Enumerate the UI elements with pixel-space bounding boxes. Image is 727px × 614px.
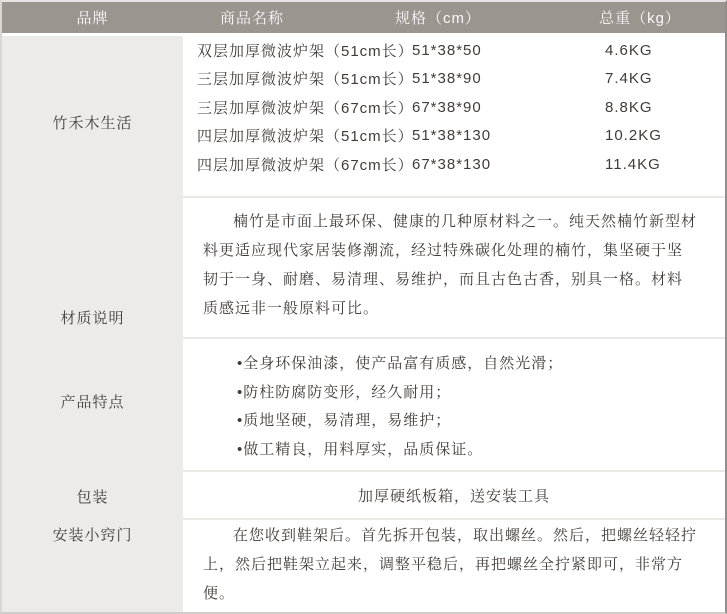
- feature-item: •防柱防腐防变形，经久耐用；: [237, 383, 452, 401]
- product-row: [197, 65, 725, 94]
- features-section-label: 产品特点: [60, 394, 125, 411]
- details-column: [183, 36, 725, 612]
- product-spec: 67*38*130: [412, 155, 492, 173]
- product-name: 四层加厚微波炉架（51cm长）: [197, 128, 414, 146]
- product-weight: 10.2KG: [605, 127, 662, 145]
- material-section-label: 材质说明: [60, 310, 125, 327]
- product-list-section: [183, 36, 725, 196]
- product-name: 三层加厚微波炉架（67cm长）: [197, 99, 414, 117]
- product-weight: 4.6KG: [605, 41, 653, 59]
- feature-item: •做工精良，用料厚实，品质保证。: [237, 440, 484, 458]
- feature-item: •全身环保油漆，使产品富有质感，自然光滑；: [237, 355, 564, 372]
- table-header-row: [2, 2, 725, 33]
- header-spec: 规格（cm）: [395, 10, 481, 27]
- product-row: [197, 93, 725, 122]
- product-row: [197, 122, 725, 151]
- product-weight: 7.4KG: [605, 70, 653, 88]
- packaging-section-label: 包装: [76, 489, 109, 506]
- header-product-name: 商品名称: [219, 10, 284, 27]
- packaging-section: [183, 470, 725, 518]
- install-section-label: 安装小窍门: [52, 527, 133, 544]
- header-brand: 品牌: [76, 10, 109, 27]
- material-section: [183, 196, 725, 337]
- product-spec: 51*38*130: [412, 127, 492, 145]
- brand-column: [2, 36, 183, 612]
- product-spec: 51*38*50: [412, 41, 482, 59]
- material-description: 楠竹是市面上最环保、健康的几种原材料之一。纯天然楠竹新型材料更适应现代家居装修潮流，经过特殊碳化处理的楠竹，集坚硬于坚韧于一身、耐磨、易清理、易维护，而且古色古香，别具一格。材料质感远非一般原料可比。: [203, 213, 698, 317]
- product-weight: 11.4KG: [605, 155, 661, 173]
- product-spec: 51*38*90: [412, 70, 482, 88]
- product-row: [197, 36, 725, 65]
- installation-text: 在您收到鞋架后。首先拆开包装，取出螺丝。然后，把螺丝轻轻拧上，然后把鞋架立起来，调整平稳后，再把螺丝全拧紧即可，非常方便。: [203, 527, 698, 602]
- features-section: [183, 337, 725, 470]
- header-weight: 总重（kg）: [599, 10, 681, 27]
- product-weight: 8.8KG: [605, 98, 653, 116]
- product-name: 三层加厚微波炉架（51cm长）: [197, 71, 414, 89]
- brand-name-label: 竹禾木生活: [52, 115, 133, 132]
- feature-item: •质地坚硬，易清理，易维护；: [237, 412, 452, 430]
- product-name: 双层加厚微波炉架（51cm长）: [197, 42, 414, 60]
- install-section: [183, 518, 725, 612]
- product-spec: 67*38*90: [412, 98, 482, 116]
- packaging-text: 加厚硬纸板箱，送安装工具: [357, 487, 550, 505]
- product-name: 四层加厚微波炉架（67cm长）: [197, 156, 414, 174]
- product-row: [197, 150, 725, 179]
